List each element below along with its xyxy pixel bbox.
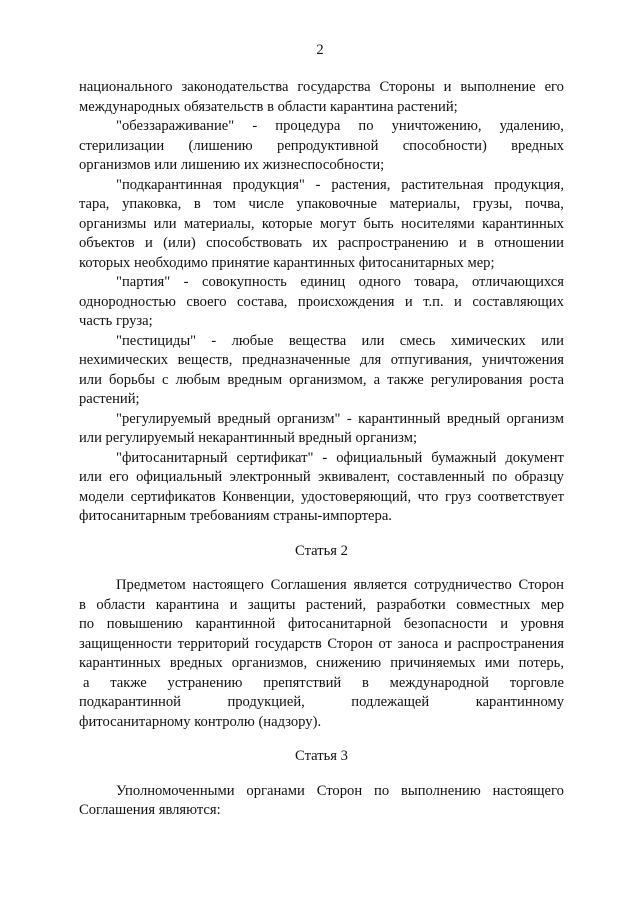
text-line: "обеззараживание" - процедура по уничтожению, удалению,	[116, 118, 564, 134]
definition-paragraph	[79, 273, 564, 332]
text-line: часть груза;	[79, 313, 153, 329]
text-line: растений;	[79, 391, 140, 407]
text-line: защищенности территорий государств Сторон от заноса и распространения	[79, 635, 564, 652]
article-3-text	[79, 782, 564, 821]
definition-paragraph	[79, 332, 564, 410]
article-2-paragraph	[79, 576, 564, 732]
text-line: "фитосанитарный сертификат" - официальный бумажный документ	[116, 449, 564, 466]
text-line: "пестициды" - любые вещества или смесь химических или	[116, 332, 564, 349]
text-line: нехимических веществ, предназначенные для отпугивания, уничтожения	[79, 352, 564, 368]
article-2-text	[79, 576, 564, 732]
text-line: объектов и (или) способствовать их распространению и в отношении	[79, 235, 564, 251]
text-line: Соглашения являются:	[79, 802, 221, 818]
text-line: тара, упаковка, в том числе упаковочные материалы, грузы, почва,	[79, 196, 564, 212]
text-line: организмов или лишению их жизнеспособности;	[79, 157, 385, 173]
article-3-heading: Статья 3	[295, 748, 348, 764]
text-line: которых необходимо принятие карантинных фитосанитарных мер;	[79, 254, 495, 271]
text-line: однородностью своего состава, происхождения и т.п. и составляющих	[79, 293, 564, 310]
text-line: фитосанитарному контролю (надзору).	[79, 713, 322, 730]
definition-paragraph	[79, 449, 564, 527]
text-line: Уполномоченными органами Сторон по выполнению настоящего	[116, 782, 564, 799]
text-line: или борьбы с любым вредным организмом, а также регулирования роста	[79, 371, 564, 388]
definition-paragraph	[79, 410, 564, 449]
text-line: фитосанитарным требованиям страны-импортера.	[79, 508, 392, 524]
article-3-paragraph	[79, 782, 564, 821]
text-line: "подкарантинная продукция" - растения, растительная продукция,	[116, 176, 564, 193]
text-line: в области карантина и защиты растений, разработки совместных мер	[79, 596, 564, 613]
text-line: международных обязательств в области карантина растений;	[79, 98, 458, 115]
text-line: модели сертификатов Конвенции, удостоверяющий, что груз соответствует	[79, 488, 564, 505]
text-line: а также устранению препятствий в международной торговле	[83, 674, 564, 691]
definition-paragraph	[79, 176, 564, 274]
text-line: или его официальный электронный эквивалент, составленный по образцу	[79, 469, 564, 485]
article-2-heading: Статья 2	[295, 542, 348, 559]
text-line: по повышению карантинной фитосанитарной безопасности и уровня	[79, 616, 564, 632]
text-line: национального законодательства государства Стороны и выполнение его	[79, 79, 564, 95]
text-line: "регулируемый вредный организм" - карантинный вредный организм	[116, 410, 564, 427]
text-line: подкарантинной продукцией, подлежащей карантинному	[79, 694, 564, 710]
page-number: 2	[316, 42, 324, 58]
text-line: организмы или материалы, которые могут быть носителями карантинных	[79, 215, 564, 232]
text-line: "партия" - совокупность единиц одного товара, отличающихся	[116, 274, 564, 290]
text-line: Предметом настоящего Соглашения является сотрудничество Сторон	[116, 577, 564, 593]
text-line: карантинных вредных организмов, снижению причиняемых ими потерь,	[79, 655, 564, 671]
definitions-section	[79, 78, 564, 527]
text-line: стерилизации (лишению репродуктивной способности) вредных	[79, 137, 564, 154]
definition-paragraph	[79, 117, 564, 176]
document-body	[79, 78, 564, 821]
text-line: или регулируемый некарантинный вредный организм;	[79, 430, 418, 446]
definition-paragraph	[79, 78, 564, 117]
